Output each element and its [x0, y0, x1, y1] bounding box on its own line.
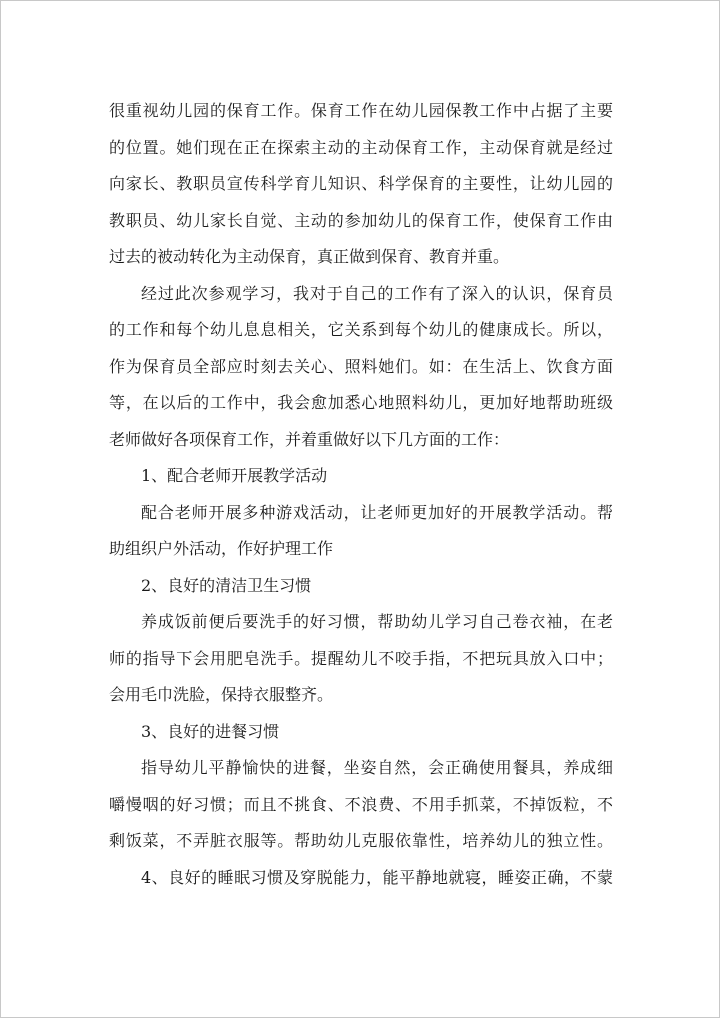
paragraph-first-line: 经过此次参观学习，我对于自己的工作有了深入的认识，保育员	[141, 283, 613, 303]
text-line: 助组织户外活动，作好护理工作	[109, 539, 334, 558]
paragraph-first-line: 养成饭前便后要洗手的好习惯，帮助幼儿学习自己卷衣袖，在老	[141, 612, 613, 631]
text-line: 老师做好各项保育工作，并着重做好以下几方面的工作：	[109, 429, 510, 449]
text-line: 的位置。她们现在正在探索主动的主动保育工作，主动保育就是经过	[109, 137, 613, 157]
text-line: 等，在以后的工作中，我会愈加悉心地照料幼儿，更加好地帮助班级	[109, 393, 613, 412]
text-line: 很重视幼儿园的保育工作。保育工作在幼儿园保教工作中占据了主要	[109, 101, 613, 120]
text-line: 嚼慢咽的好习惯；而且不挑食、不浪费、不用手抓菜，不掉饭粒，不	[109, 794, 613, 814]
text-line: 师的指导下会用肥皂洗手。提醒幼儿不咬手指，不把玩具放入口中；	[109, 648, 613, 668]
section-heading: 3、良好的进餐习惯	[141, 721, 280, 741]
section-heading: 4、良好的睡眠习惯及穿脱能力，能平静地就寝，睡姿正确，不蒙	[141, 867, 613, 887]
text-line: 的工作和每个幼儿息息相关，它关系到每个幼儿的健康成长。所以，	[109, 320, 613, 339]
paragraph-first-line: 配合老师开展多种游戏活动，让老师更加好的开展教学活动。帮	[141, 502, 613, 522]
text-line: 向家长、教职员宣传科学育儿知识、科学保育的主要性，让幼儿园的	[109, 174, 613, 193]
text-line: 会用毛巾洗脸，保持衣服整齐。	[109, 685, 334, 704]
section-heading: 1、配合老师开展教学活动	[141, 466, 328, 485]
text-line: 作为保育员全部应时刻去关心、照料她们。如：在生活上、饮食方面	[109, 356, 613, 376]
text-line: 剩饭菜，不弄脏衣服等。帮助幼儿克服依靠性，培养幼儿的独立性。	[109, 831, 613, 850]
text-line: 教职员、幼儿家长自觉、主动的参加幼儿的保育工作，使保育工作由	[109, 210, 613, 230]
paragraph-first-line: 指导幼儿平静愉快的进餐，坐姿自然，会正确使用餐具，养成细	[141, 758, 613, 777]
section-heading: 2、良好的清洁卫生习惯	[141, 575, 312, 595]
text-line: 过去的被动转化为主动保育，真正做到保育、教育并重。	[109, 247, 510, 266]
document-body	[109, 93, 613, 896]
